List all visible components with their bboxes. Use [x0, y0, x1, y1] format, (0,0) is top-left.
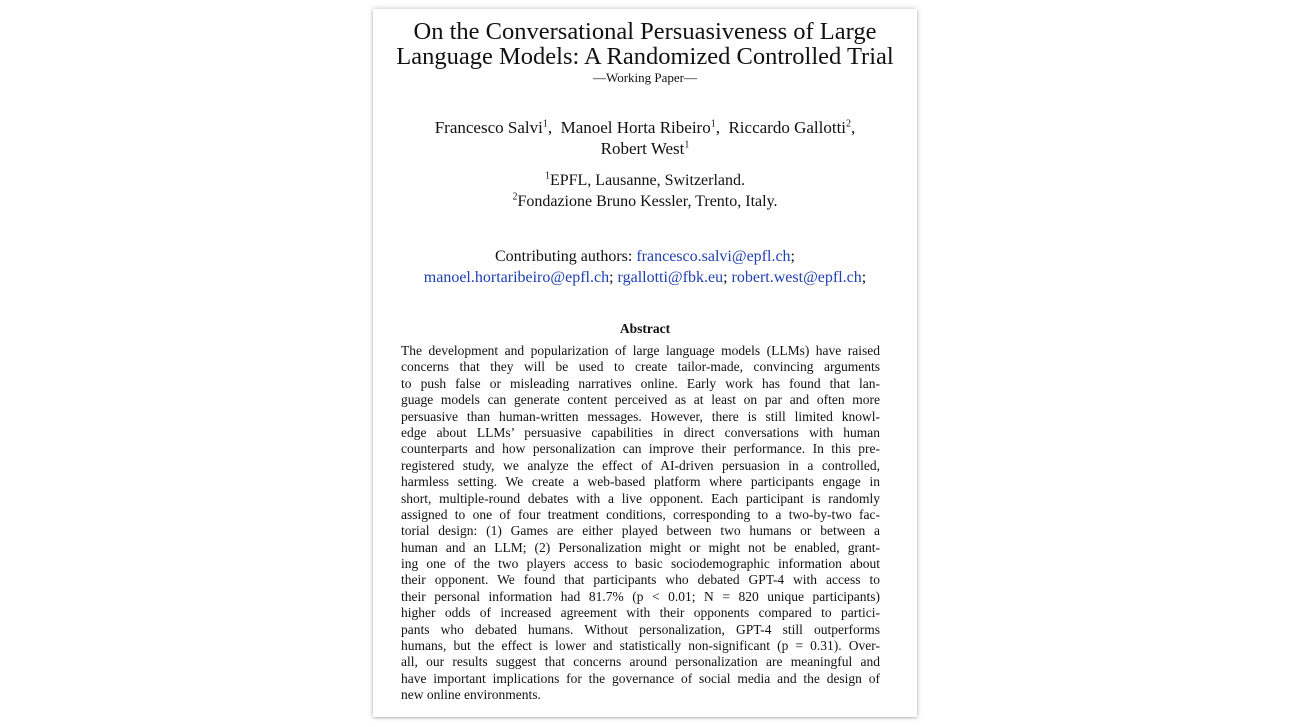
- abstract-line: assigned to one of four treatment conditions, corresponding to a two-by-two fac-: [401, 506, 880, 522]
- abstract-line: their opponent. We found that participants who debated GPT-4 with access to: [401, 572, 880, 588]
- abstract-line: have important implications for the governance of social media and the design of: [401, 670, 880, 686]
- author-list: Francesco Salvi$^1$, Manoel Horta Ribeiro$^1$, Riccardo Gallotti$^2$, Robert West$^1$: [434, 118, 856, 158]
- author-affil-mark: 1: [684, 139, 690, 151]
- title-line-2: Language Models: A Randomized Controlled Trial: [396, 43, 894, 70]
- author-name: Manoel Horta Ribeiro: [560, 118, 711, 137]
- abstract-line: humans, but the effect is lower and statistically non-significant (p = 0.31). Over-: [401, 638, 880, 654]
- paper-title: [373, 19, 917, 69]
- abstract-line: The development and popularization of large language models (LLMs) have raised: [401, 343, 880, 358]
- affiliation: $^1$EPFL, Lausanne, Switzerland.: [544, 170, 746, 189]
- abstract-heading: Abstract: [619, 321, 671, 336]
- abstract-line: concerns that they will be used to create tailor-made, convincing arguments: [401, 359, 880, 375]
- abstract-line: guage models can generate content perceived as at least on par and often more: [401, 392, 880, 408]
- abstract-line: counterparts and how personalization can improve their performance. In this pre-: [401, 441, 880, 457]
- abstract-line: human and an LLM; (2) Personalization might or might not be enabled, grant-: [401, 539, 880, 555]
- author-name: Riccardo Gallotti: [728, 118, 847, 137]
- contrib-label: Contributing authors:: [495, 248, 633, 265]
- abstract-line: edge about LLMs’ persuasive capabilities in direct conversations with human: [401, 424, 880, 440]
- email-link[interactable]: robert.west@epfl.ch: [731, 269, 862, 286]
- email-link[interactable]: manoel.hortaribeiro@epfl.ch: [423, 269, 610, 286]
- abstract-line: ing one of the two players access to basic sociodemographic information about: [401, 556, 880, 572]
- abstract-line: higher odds of increased agreement with their opponents compared to partici-: [401, 605, 880, 621]
- abstract-line: torial design: (1) Games are either played between two humans or between a: [401, 523, 880, 539]
- abstract-line: all, our results suggest that concerns around personalization are meaningful and: [401, 654, 880, 670]
- abstract-line: to push false or misleading narratives online. Early work has found that lan-: [401, 375, 880, 391]
- paper-subtitle: —Working Paper—: [592, 70, 698, 85]
- affiliation-list: [373, 170, 917, 212]
- author-affil-mark: 2: [846, 118, 852, 130]
- abstract-line: new online environments.: [401, 687, 541, 703]
- abstract-line: persuasive than human-written messages. However, there is still limited knowl-: [401, 408, 880, 424]
- author-name: Francesco Salvi: [434, 118, 543, 137]
- contributing-authors: Contributing authors: francesco.salvi@epfl.ch; manoel.hortaribeiro@epfl.ch; rgallotti@fbk.eu; robert.west@epfl.ch;: [423, 248, 867, 286]
- author-affil-mark: 1: [542, 118, 548, 130]
- author-name: Robert West: [600, 139, 685, 158]
- abstract-body: [401, 343, 880, 704]
- abstract-line: registered study, we analyze the effect of AI-driven persuasion in a controlled,: [401, 457, 880, 473]
- title-line-1: On the Conversational Persuasiveness of Large: [413, 18, 877, 45]
- abstract-line: short, multiple-round debates with a live opponent. Each participant is randomly: [401, 490, 880, 506]
- affiliation: $^2$Fondazione Bruno Kessler, Trento, Italy.: [512, 191, 778, 210]
- abstract-line: harmless setting. We create a web-based platform where participants engage in: [401, 474, 880, 490]
- paper-page: [373, 9, 917, 717]
- email-link[interactable]: francesco.salvi@epfl.ch: [636, 248, 791, 265]
- email-link[interactable]: rgallotti@fbk.eu: [617, 269, 724, 286]
- author-affil-mark: 1: [710, 118, 716, 130]
- abstract-line: their personal information had 81.7% (p < 0.01; N = 820 unique participants): [401, 588, 880, 604]
- abstract-line: pants who debated humans. Without personalization, GPT-4 still outperforms: [401, 621, 880, 637]
